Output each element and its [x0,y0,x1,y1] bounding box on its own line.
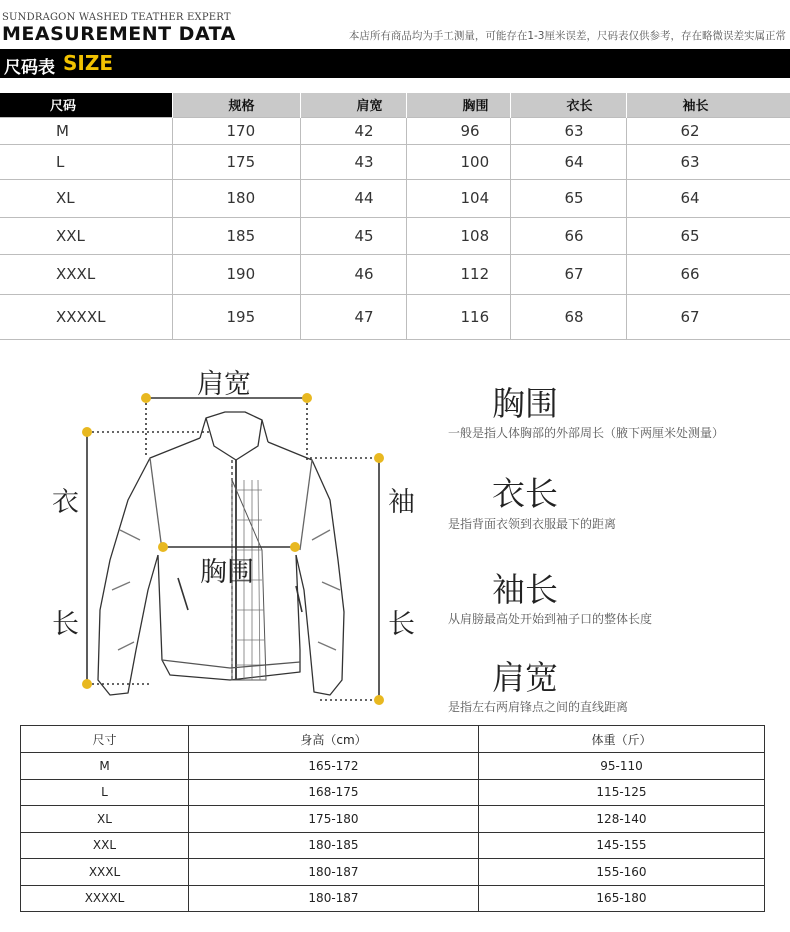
hw-cell: 165-180 [479,885,765,912]
hw-table-row [21,753,765,780]
size-col-header: 尺码 [0,93,172,117]
length-label-top: 衣 [52,487,79,518]
size-cell: 45 [300,217,406,254]
jacket-sketch [0,350,440,720]
hw-cell: L [21,779,189,806]
size-cell: 170 [172,117,300,144]
hw-col-header: 体重（斤） [479,726,765,753]
hw-cell: XXXL [21,859,189,886]
page-title: MEASUREMENT DATA [2,23,236,45]
hw-cell: 145-155 [479,832,765,859]
legend-chest-title: 胸围 [492,384,558,423]
size-table-row [0,179,790,217]
size-cell: 67 [510,254,626,294]
size-cell: XXL [0,217,172,254]
size-cell: 63 [626,144,790,179]
hw-cell: 128-140 [479,806,765,833]
hw-cell: 165-172 [189,753,479,780]
chest-label: 胸围 [200,557,254,588]
size-table-row [0,254,790,294]
size-cell: 108 [406,217,510,254]
hw-cell: 180-187 [189,859,479,886]
hw-cell: 168-175 [189,779,479,806]
size-cell: 64 [510,144,626,179]
hw-cell: 180-185 [189,832,479,859]
hw-cell: 155-160 [479,859,765,886]
size-cell: 190 [172,254,300,294]
sleeve-label-top: 袖 [388,487,415,518]
hw-table-row [21,885,765,912]
size-table [0,93,790,340]
legend-length-desc: 是指背面衣领到衣服最下的距离 [448,517,617,531]
size-cell: 42 [300,117,406,144]
shoulder-label: 肩宽 [197,369,251,400]
size-cell: XXXL [0,254,172,294]
size-col-header: 衣长 [510,93,626,117]
hw-cell: XXL [21,832,189,859]
size-cell: 44 [300,179,406,217]
legend-shoulder-desc: 是指左右两肩锋点之间的直线距离 [448,700,629,714]
size-cell: XXXXL [0,294,172,339]
size-cell: 46 [300,254,406,294]
size-cell: 96 [406,117,510,144]
size-table-row [0,117,790,144]
size-cell: 43 [300,144,406,179]
size-cell: 195 [172,294,300,339]
hw-cell: XXXXL [21,885,189,912]
size-cell: 104 [406,179,510,217]
size-col-header: 袖长 [626,93,790,117]
size-cell: 47 [300,294,406,339]
hw-cell: 180-187 [189,885,479,912]
length-label-bottom: 长 [52,609,79,640]
size-cell: 62 [626,117,790,144]
size-table-row [0,217,790,254]
size-cell: 66 [510,217,626,254]
size-table-header [0,93,790,117]
size-section-band [0,49,790,78]
hw-cell: 95-110 [479,753,765,780]
size-col-header: 肩宽 [300,93,406,117]
size-cell: 100 [406,144,510,179]
size-table-row [0,294,790,339]
hw-col-header: 尺寸 [21,726,189,753]
size-cell: 65 [626,217,790,254]
legend-length-title: 衣长 [492,474,558,513]
hw-cell: 115-125 [479,779,765,806]
size-col-header: 规格 [172,93,300,117]
size-cell: 175 [172,144,300,179]
hw-table-row [21,806,765,833]
size-cell: M [0,117,172,144]
hw-cell: XL [21,806,189,833]
size-cell: 64 [626,179,790,217]
size-cell: 185 [172,217,300,254]
size-col-header: 胸围 [406,93,510,117]
size-cell: 63 [510,117,626,144]
legend-chest-desc: 一般是指人体胸部的外部周长（腋下两厘米处测量） [448,426,725,440]
hw-cell: M [21,753,189,780]
sleeve-label-bottom: 长 [388,609,415,640]
size-band-zh: 尺码表 [4,58,55,78]
size-cell: 66 [626,254,790,294]
size-cell: L [0,144,172,179]
size-cell: 67 [626,294,790,339]
hw-cell: 175-180 [189,806,479,833]
hw-table-row [21,859,765,886]
brand-tagline: SUNDRAGON WASHED TEATHER EXPERT [2,12,231,23]
legend-sleeve-desc: 从肩膀最高处开始到袖子口的整体长度 [448,612,653,626]
hw-col-header: 身高（cm） [189,726,479,753]
size-cell: 65 [510,179,626,217]
height-weight-table [20,725,765,912]
measurement-disclaimer: 本店所有商品均为手工测量，可能存在1-3厘米误差，尺码表仅供参考，存在略微误差实属正常 [348,30,786,42]
size-cell: 116 [406,294,510,339]
hw-table-header [21,726,765,753]
legend-sleeve-title: 袖长 [492,570,558,609]
size-cell: 112 [406,254,510,294]
hw-table-row [21,832,765,859]
size-band-en: SIZE [63,51,114,75]
size-table-row [0,144,790,179]
size-cell: XL [0,179,172,217]
size-cell: 180 [172,179,300,217]
measurement-diagram [0,350,790,720]
hw-table-row [21,779,765,806]
size-cell: 68 [510,294,626,339]
legend-shoulder-title: 肩宽 [492,658,558,697]
